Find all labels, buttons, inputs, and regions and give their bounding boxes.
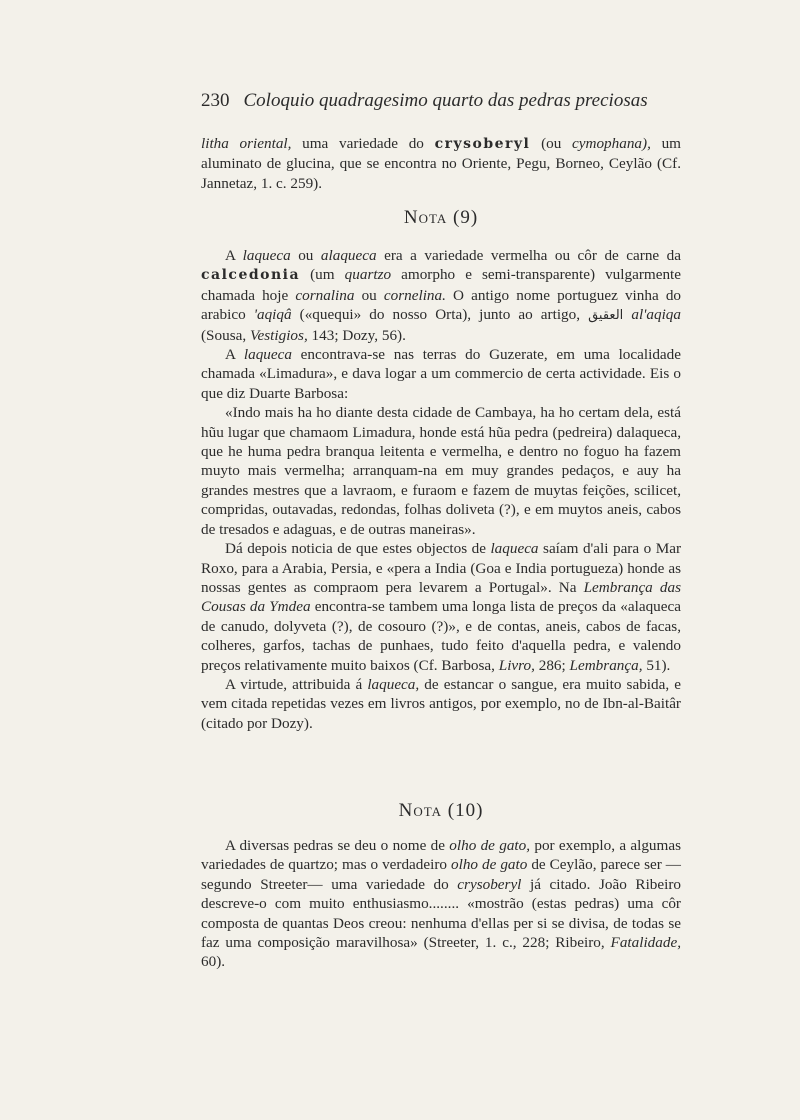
text-italic: Lembrança das Cousas da Ymdea xyxy=(201,578,682,616)
text-run: A xyxy=(225,346,244,364)
nota-9-body xyxy=(201,246,681,733)
text-run: uma variedade do xyxy=(291,135,435,152)
term-calcedonia: calcedonia xyxy=(201,267,301,284)
text-run: um aluminato de glucina, que se encontra no Oriente, Pegu, Borneo, Ceylão (Cf. Jannetaz, 1. c. 259). xyxy=(201,135,681,192)
text-run: era a variedade vermelha ou côr de carne da xyxy=(376,247,681,264)
text-run: saíam d'ali para o Mar Roxo, para a Arabia, Persia, e «pera a India (Goa e India portugueza) honde as nossas gentes as compraom pera levarem a Portugal». Na xyxy=(201,540,682,596)
text-run: amorpho e semi-transparente) vulgarmente chamada hoje xyxy=(201,266,681,304)
text-run: (Sousa, xyxy=(201,326,250,344)
text-italic: cymophana), xyxy=(572,135,651,152)
text-italic: Lembrança, xyxy=(569,656,643,674)
nota-9-paragraph-3 xyxy=(201,539,681,675)
text-italic: Livro, xyxy=(498,656,535,674)
nota-9-paragraph-4 xyxy=(201,675,681,733)
text-run: O antigo nome portuguez vinha do arabico xyxy=(201,286,682,324)
text-italic: cornelina. xyxy=(383,286,446,304)
barbosa-quote: «Indo mais ha ho diante desta cidade de Cambaya, ha ho certam dela, está hũu lugar que chamaom Limadura, honde está hũa pedra (pedreira) dalaqueca, que he huma pedra branqua leitenta e vermelha, e dentro no foguo ha fazem muyto mais vermelha; arranquam-na em muy grandes pedaços, e auy ha grandes mestres que a lavraom, e furaom e fazem de muytas feições, scilicet, compridas, outavadas, redondas, folhas doliveta (?), e em muytos aneis, cabos de tresados e adaguas, e de outras maneiras». xyxy=(201,404,681,538)
text-italic: Fatalidade, xyxy=(610,934,681,952)
heading-number: (10) xyxy=(447,800,484,821)
text-run: 286; xyxy=(534,656,570,674)
nota-10-body xyxy=(201,836,681,972)
text-italic: Vestigios, xyxy=(249,326,308,344)
heading-word: Nota xyxy=(403,207,448,228)
text-italic: alaqueca xyxy=(320,247,377,264)
text-italic: olho de gato, xyxy=(449,837,531,854)
text-italic: 'aqiqâ xyxy=(253,306,292,324)
running-title: Coloquio quadragesimo quarto das pedras preciosas xyxy=(243,90,648,111)
text-run: ou xyxy=(290,247,321,264)
text-italic: cornalina xyxy=(295,286,355,304)
text-run: de Ceylão, parece ser —segundo Streeter— uma variedade do xyxy=(201,856,681,893)
text-run: 143; Dozy, 56). xyxy=(307,326,406,344)
text-run: A diversas pedras se deu o nome de xyxy=(225,837,450,854)
text-italic: laqueca xyxy=(242,247,291,264)
text-run: encontra-se tambem uma longa lista de preços da «alaqueca de canudo, dolyveta (?), de cosouro (?)», e de contas, aneis, cabos de facas, colheres, garfos, tachas de punhaes, tudo feito d'aquella pedra, e valendo preços relativamente muito baixos (Cf. Barbosa, xyxy=(201,598,682,674)
heading-word: Nota xyxy=(398,800,442,821)
text-run: (um xyxy=(300,266,345,284)
text-run: encontrava-se nas terras do Guzerate, em uma localidade chamada «Limadura», e dava logar a um commercio de certa actividade. Eis o que diz Duarte Barbosa: xyxy=(201,346,681,402)
arabic-word: العقيق xyxy=(588,308,624,324)
text-italic: olho de gato xyxy=(451,856,528,874)
text-run: (ou xyxy=(530,135,573,152)
text-run: ou xyxy=(354,286,384,304)
text-italic: al'aqiqa xyxy=(631,306,681,324)
page-number: 230 xyxy=(201,90,230,111)
heading-number: (9) xyxy=(453,207,479,228)
text-run: A xyxy=(225,247,243,264)
intro-paragraph xyxy=(201,134,681,193)
text-run: Dá depois noticia de que estes objectos de xyxy=(225,540,491,558)
text-italic: laqueca xyxy=(490,540,539,558)
nota-9-heading xyxy=(201,207,681,229)
text-run: por exemplo, a algumas variedades de quartzo; mas o verdadeiro xyxy=(201,837,681,874)
text-run: de estancar o sangue, era muito sabida, e vem citada repetidas vezes em livros antigos, por exemplo, no de Ibn-al-Baitâr (citado por Dozy). xyxy=(201,675,681,732)
nota-10-heading xyxy=(201,800,681,822)
text-italic: laqueca xyxy=(243,346,292,364)
text-run: A virtude, attribuida á xyxy=(225,675,368,693)
text-italic: quartzo xyxy=(344,266,392,284)
text-run: («quequi» do nosso Orta), junto ao artigo, xyxy=(291,306,589,324)
text-run: 51). xyxy=(642,656,671,674)
text-italic: litha oriental, xyxy=(201,135,292,152)
term-crysoberyl: crysoberyl xyxy=(434,136,531,152)
text-run: 60). xyxy=(201,953,226,971)
nota-9-paragraph-2 xyxy=(201,345,681,403)
running-header xyxy=(201,90,683,112)
nota-10-paragraph-1 xyxy=(201,836,681,972)
text-italic: laqueca, xyxy=(367,675,420,693)
text-run: já citado. João Ribeiro descreve-o com muito enthusiasmo........ «mostrão (estas pedras) uma côr composta de quantas Deos creou: nenhuma d'ellas per si se divisa, de todas se faz uma composição maravilhosa» (Streeter, 1. c., 228; Ribeiro, xyxy=(201,875,681,952)
text-italic: crysoberyl xyxy=(457,875,522,893)
nota-9-paragraph-1 xyxy=(201,246,681,345)
